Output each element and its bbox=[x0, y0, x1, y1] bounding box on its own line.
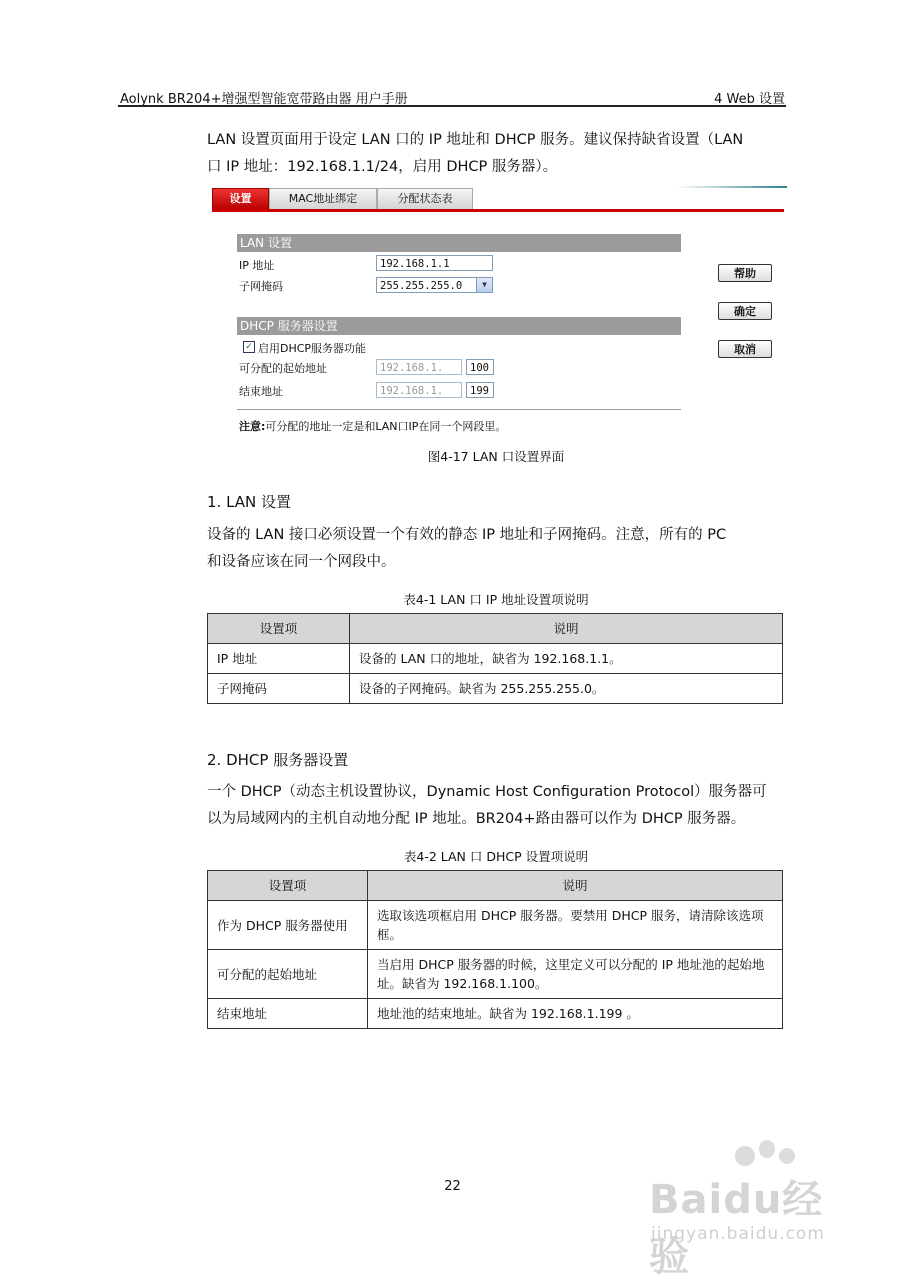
note bbox=[239, 418, 506, 434]
section1-line-1: 设备的 LAN 接口必须设置一个有效的静态 IP 地址和子网掩码。注意，所有的 PC bbox=[207, 527, 727, 543]
baidu-watermark bbox=[643, 1140, 853, 1280]
page-number: 22 bbox=[444, 1179, 461, 1194]
ip-input[interactable]: 192.168.1.1 bbox=[376, 255, 493, 271]
paw-icon bbox=[779, 1148, 795, 1164]
end-address-input[interactable]: 199 bbox=[466, 382, 494, 398]
table-cell: 设备的子网掩码。缺省为 255.255.255.0。 bbox=[350, 674, 783, 704]
table-header-cell: 说明 bbox=[368, 871, 783, 901]
watermark-logo: Baidu经验 bbox=[649, 1177, 824, 1280]
dhcp-enable-label: 启用DHCP服务器功能 bbox=[258, 342, 367, 355]
section2-heading: 2. DHCP 服务器设置 bbox=[207, 751, 349, 769]
section1-heading: 1. LAN 设置 bbox=[207, 493, 292, 511]
table-header-cell: 说明 bbox=[350, 614, 783, 644]
running-header-title: Aolynk BR204+增强型智能宽带路由器 用户手册 bbox=[120, 92, 408, 107]
start-address-input[interactable]: 100 bbox=[466, 359, 494, 375]
ip-label: IP 地址 bbox=[239, 259, 275, 272]
section1-line-2: 和设备应该在同一个网段中。 bbox=[207, 554, 396, 570]
watermark-url: jingyan.baidu.com bbox=[651, 1224, 825, 1244]
mask-value: 255.255.255.0 bbox=[380, 280, 463, 292]
note-label: 注意: bbox=[239, 420, 266, 433]
table-cell: 设备的 LAN 口的地址，缺省为 192.168.1.1。 bbox=[350, 644, 783, 674]
table-cell: IP 地址 bbox=[208, 644, 350, 674]
table-row bbox=[208, 644, 783, 674]
header-rule bbox=[118, 105, 786, 107]
figure-caption: 图4-17 LAN 口设置界面 bbox=[427, 449, 565, 464]
tab-bar bbox=[212, 188, 784, 210]
table-row bbox=[208, 901, 783, 950]
table2-caption: 表4-2 LAN 口 DHCP 设置项说明 bbox=[403, 849, 589, 864]
end-address-label: 结束地址 bbox=[239, 385, 283, 398]
chevron-down-icon[interactable]: ▼ bbox=[476, 278, 492, 292]
table1-caption: 表4-1 LAN 口 IP 地址设置项说明 bbox=[403, 592, 589, 607]
section2-paragraph bbox=[207, 779, 785, 833]
tab-mac-binding[interactable]: MAC地址绑定 bbox=[269, 188, 377, 209]
table-row bbox=[208, 674, 783, 704]
tab-underline bbox=[212, 209, 784, 212]
mask-label: 子网掩码 bbox=[239, 280, 283, 293]
lan-section-bar: LAN 设置 bbox=[237, 234, 681, 252]
paw-icon bbox=[759, 1140, 775, 1158]
note-text: 可分配的地址一定是和LAN口IP在同一个网段里。 bbox=[265, 420, 507, 433]
table-cell: 可分配的起始地址 bbox=[208, 950, 368, 999]
table-lan-ip bbox=[207, 613, 783, 704]
start-address-prefix: 192.168.1. bbox=[376, 359, 462, 375]
intro-line-1: LAN 设置页面用于设定 LAN 口的 IP 地址和 DHCP 服务。建议保持缺省设置（LAN bbox=[207, 132, 744, 148]
table-header-row bbox=[208, 871, 783, 901]
table-lan-dhcp bbox=[207, 870, 783, 1029]
tab-allocation-status[interactable]: 分配状态表 bbox=[377, 188, 473, 209]
table-cell: 地址池的结束地址。缺省为 192.168.1.199 。 bbox=[368, 999, 783, 1029]
table-cell: 子网掩码 bbox=[208, 674, 350, 704]
dhcp-section-bar: DHCP 服务器设置 bbox=[237, 317, 681, 335]
intro-paragraph bbox=[207, 127, 785, 181]
table-cell: 作为 DHCP 服务器使用 bbox=[208, 901, 368, 950]
paw-icon bbox=[735, 1146, 755, 1166]
lan-settings-screenshot bbox=[207, 182, 785, 440]
cancel-button[interactable]: 取消 bbox=[718, 340, 772, 358]
running-header-chapter: 4 Web 设置 bbox=[714, 92, 785, 107]
section2-line-1: 一个 DHCP（动态主机设置协议，Dynamic Host Configuration Protocol）服务器可 bbox=[207, 784, 767, 800]
table-cell: 选取该选项框启用 DHCP 服务器。要禁用 DHCP 服务，请清除该选项框。 bbox=[368, 901, 783, 950]
end-address-prefix: 192.168.1. bbox=[376, 382, 462, 398]
table-cell: 结束地址 bbox=[208, 999, 368, 1029]
confirm-button[interactable]: 确定 bbox=[718, 302, 772, 320]
intro-line-2: 口 IP 地址：192.168.1.1/24，启用 DHCP 服务器）。 bbox=[207, 159, 558, 175]
tab-settings[interactable]: 设置 bbox=[212, 188, 269, 209]
help-button[interactable]: 帮助 bbox=[718, 264, 772, 282]
dhcp-enable-checkbox[interactable]: ✓ bbox=[243, 341, 255, 353]
table-row bbox=[208, 999, 783, 1029]
start-address-label: 可分配的起始地址 bbox=[239, 362, 327, 375]
section1-paragraph bbox=[207, 522, 785, 576]
section2-line-2: 以为局域网内的主机自动地分配 IP 地址。BR204+路由器可以作为 DHCP 服务器。 bbox=[207, 811, 746, 827]
table-header-row bbox=[208, 614, 783, 644]
table-header-cell: 设置项 bbox=[208, 614, 350, 644]
mask-select[interactable] bbox=[376, 277, 493, 293]
table-header-cell: 设置项 bbox=[208, 871, 368, 901]
form-bottom-rule bbox=[237, 409, 681, 410]
table-cell: 当启用 DHCP 服务器的时候，这里定义可以分配的 IP 地址池的起始地址。缺省为 192.168.1.100。 bbox=[368, 950, 783, 999]
table-row bbox=[208, 950, 783, 999]
